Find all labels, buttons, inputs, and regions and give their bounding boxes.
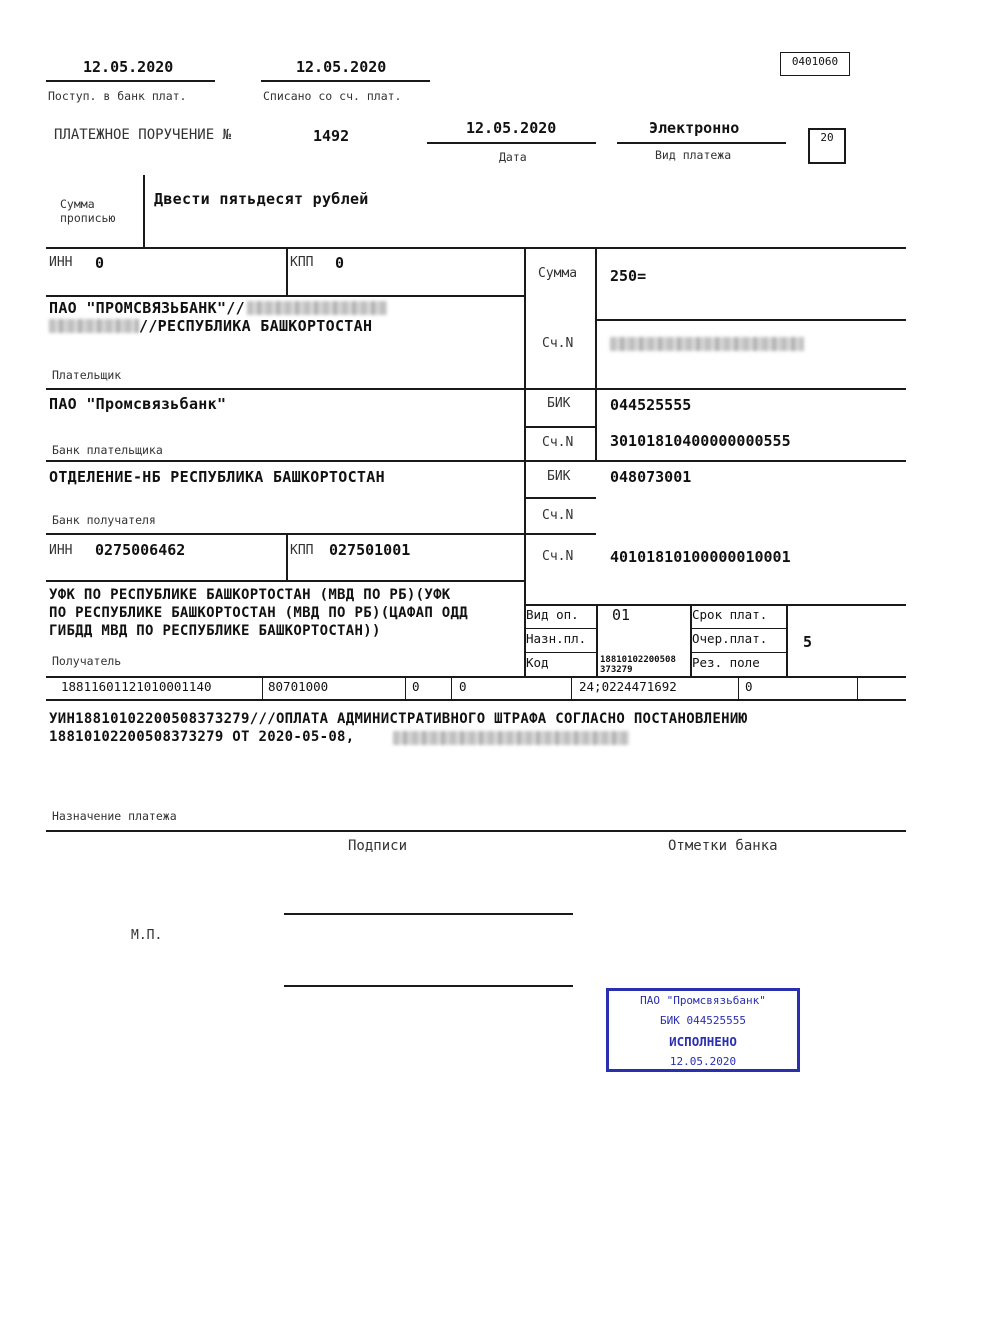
purpose-line-1: УИН18810102200508373279///ОПЛАТА АДМИНИСТРАТИВНОГО ШТРАФА СОГЛАСНО ПОСТАНОВЛЕНИЮ	[49, 711, 748, 727]
grid-vline-payer-kpp	[286, 247, 288, 296]
grid-vline-vidop-val	[596, 604, 598, 676]
payer-bank-account-label: Сч.N	[542, 435, 574, 450]
kod-value-1: 18810102200508	[600, 655, 676, 665]
purpose-label: Назначение платежа	[52, 809, 177, 823]
recipient-bank-label: Банк получателя	[52, 513, 156, 527]
debited-date: 12.05.2020	[296, 58, 387, 76]
received-date-line	[46, 80, 215, 82]
payment-type-line	[617, 142, 786, 144]
grid-line-vid-op	[524, 604, 906, 606]
grid-line-recipient-bank	[46, 533, 596, 535]
tax-doc-date: 0	[745, 679, 753, 694]
payment-type: Электронно	[649, 119, 740, 137]
recipient-bank-bik-label: БИК	[547, 469, 571, 484]
grid-line-1	[46, 247, 906, 249]
ocher-value: 5	[803, 633, 813, 651]
recipient-bank-account-label: Сч.N	[542, 508, 574, 523]
vid-op-value: 01	[612, 606, 631, 624]
bank-stamp	[606, 988, 800, 1072]
payer-redacted-2	[49, 319, 139, 333]
recipient-account: 40101810100000010001	[610, 548, 791, 566]
payer-bank-label: Банк плательщика	[52, 443, 163, 457]
tax-row-sep-5	[738, 676, 739, 699]
signatures-label: Подписи	[348, 838, 408, 854]
form-code-box	[780, 52, 850, 76]
signature-line-2	[284, 985, 573, 987]
payer-bank-account: 30101810400000000555	[610, 432, 791, 450]
order-date-line	[427, 142, 596, 144]
order-date-label: Дата	[499, 150, 527, 164]
payer-kpp: 0	[335, 254, 345, 272]
amount-words-divider	[143, 175, 145, 248]
order-date: 12.05.2020	[466, 119, 557, 137]
purpose-line-2: 18810102200508373279 ОТ 2020-05-08,	[49, 729, 355, 745]
tax-row-sep-4	[571, 676, 572, 699]
tax-oktmo: 80701000	[268, 679, 329, 694]
tax-basis: 0	[412, 679, 420, 694]
tax-period: 0	[459, 679, 467, 694]
recipient-inn: 0275006462	[95, 541, 186, 559]
debited-date-line	[261, 80, 430, 82]
payer-redacted-1	[247, 301, 387, 315]
tax-doc-number: 24;0224471692	[579, 679, 677, 694]
payer-account-label: Сч.N	[542, 336, 574, 351]
grid-vline-recipient-kpp	[286, 533, 288, 581]
recipient-bank-name: ОТДЕЛЕНИЕ-НБ РЕСПУБЛИКА БАШКОРТОСТАН	[49, 468, 385, 486]
grid-line-bik2	[524, 497, 596, 499]
stamp-date: 12.05.2020	[669, 1055, 737, 1068]
signature-line-1	[284, 913, 573, 915]
payment-type-label: Вид платежа	[655, 148, 732, 162]
order-title: ПЛАТЕЖНОЕ ПОРУЧЕНИЕ №	[54, 127, 232, 143]
grid-vline-srok-val	[786, 604, 788, 676]
payer-name-1: ПАО "ПРОМСВЯЗЬБАНК"//	[49, 299, 245, 317]
received-label: Поступ. в банк плат.	[48, 89, 187, 103]
nazn-label: Назн.пл.	[526, 631, 587, 646]
recipient-inn-label: ИНН	[49, 543, 73, 558]
grid-line-tax-row	[46, 699, 906, 701]
recipient-label: Получатель	[52, 654, 122, 668]
grid-vline-value-col	[595, 247, 597, 460]
payer-bank-bik-label: БИК	[547, 396, 571, 411]
stamp-bik: БИК 044525555	[659, 1014, 747, 1027]
recipient-account-label: Сч.N	[542, 549, 574, 564]
recipient-name-2: ПО РЕСПУБЛИКЕ БАШКОРТОСТАН (МВД ПО РБ)(ЦАФАП ОДД	[49, 605, 468, 621]
srok-label: Срок плат.	[692, 607, 768, 622]
form-code: 0401060	[791, 55, 839, 68]
payer-name-2: //РЕСПУБЛИКА БАШКОРТОСТАН	[139, 317, 373, 335]
amount-words-value: Двести пятьдесят рублей	[154, 190, 369, 208]
payer-kpp-label: КПП	[290, 255, 314, 270]
payer-account-redacted	[610, 337, 804, 351]
recipient-name-3: ГИБДД МВД ПО РЕСПУБЛИКЕ БАШКОРТОСТАН))	[49, 623, 381, 639]
vid-op-label: Вид оп.	[526, 607, 579, 622]
grid-line-rez	[690, 652, 787, 653]
grid-line-recipient-inn	[46, 580, 525, 582]
amount-words-label-2: прописью	[60, 211, 116, 225]
grid-line-payer-inn	[46, 295, 525, 297]
tax-kbk: 18811601121010001140	[61, 679, 212, 694]
stamp-status: ИСПОЛНЕНО	[669, 1034, 737, 1049]
tax-row-sep-1	[262, 676, 263, 699]
rez-label: Рез. поле	[692, 655, 760, 670]
payer-bank-bik: 044525555	[610, 396, 692, 414]
status-code-box	[808, 128, 846, 164]
amount-value: 250=	[610, 267, 647, 285]
recipient-name-1: УФК ПО РЕСПУБЛИКЕ БАШКОРТОСТАН (МВД ПО РБ)(УФК	[49, 587, 451, 603]
grid-line-payer	[46, 388, 906, 390]
order-number: 1492	[313, 127, 350, 145]
payer-label: Плательщик	[52, 368, 122, 382]
stamp-bank: ПАО "Промсвязьбанк"	[640, 994, 766, 1007]
tax-row-sep-2	[405, 676, 406, 699]
grid-line-recipient	[46, 676, 906, 678]
payer-bank-name: ПАО "Промсвязьбанк"	[49, 395, 227, 413]
bank-marks-label: Отметки банка	[668, 838, 778, 854]
status-code: 20	[820, 131, 834, 144]
grid-line-bik1	[524, 426, 596, 428]
amount-words-label-1: Сумма	[60, 197, 95, 211]
grid-line-ocher	[690, 628, 787, 629]
grid-line-payer-bank	[46, 460, 906, 462]
tax-row-sep-3	[451, 676, 452, 699]
mp-label: М.П.	[131, 928, 163, 943]
debited-label: Списано со сч. плат.	[263, 89, 402, 103]
recipient-kpp: 027501001	[329, 541, 411, 559]
amount-label: Сумма	[538, 266, 578, 281]
kod-value-2: 373279	[600, 665, 633, 675]
grid-line-amount	[595, 319, 906, 321]
purpose-line	[46, 830, 906, 832]
purpose-redacted	[393, 731, 629, 745]
kod-label: Код	[526, 655, 549, 670]
received-date: 12.05.2020	[83, 58, 174, 76]
recipient-bank-bik: 048073001	[610, 468, 692, 486]
recipient-kpp-label: КПП	[290, 543, 314, 558]
payer-inn: 0	[95, 254, 105, 272]
tax-row-sep-6	[857, 676, 858, 699]
payer-inn-label: ИНН	[49, 255, 73, 270]
grid-line-kod	[524, 652, 596, 653]
grid-line-nazn	[524, 628, 596, 629]
ocher-label: Очер.плат.	[692, 631, 768, 646]
